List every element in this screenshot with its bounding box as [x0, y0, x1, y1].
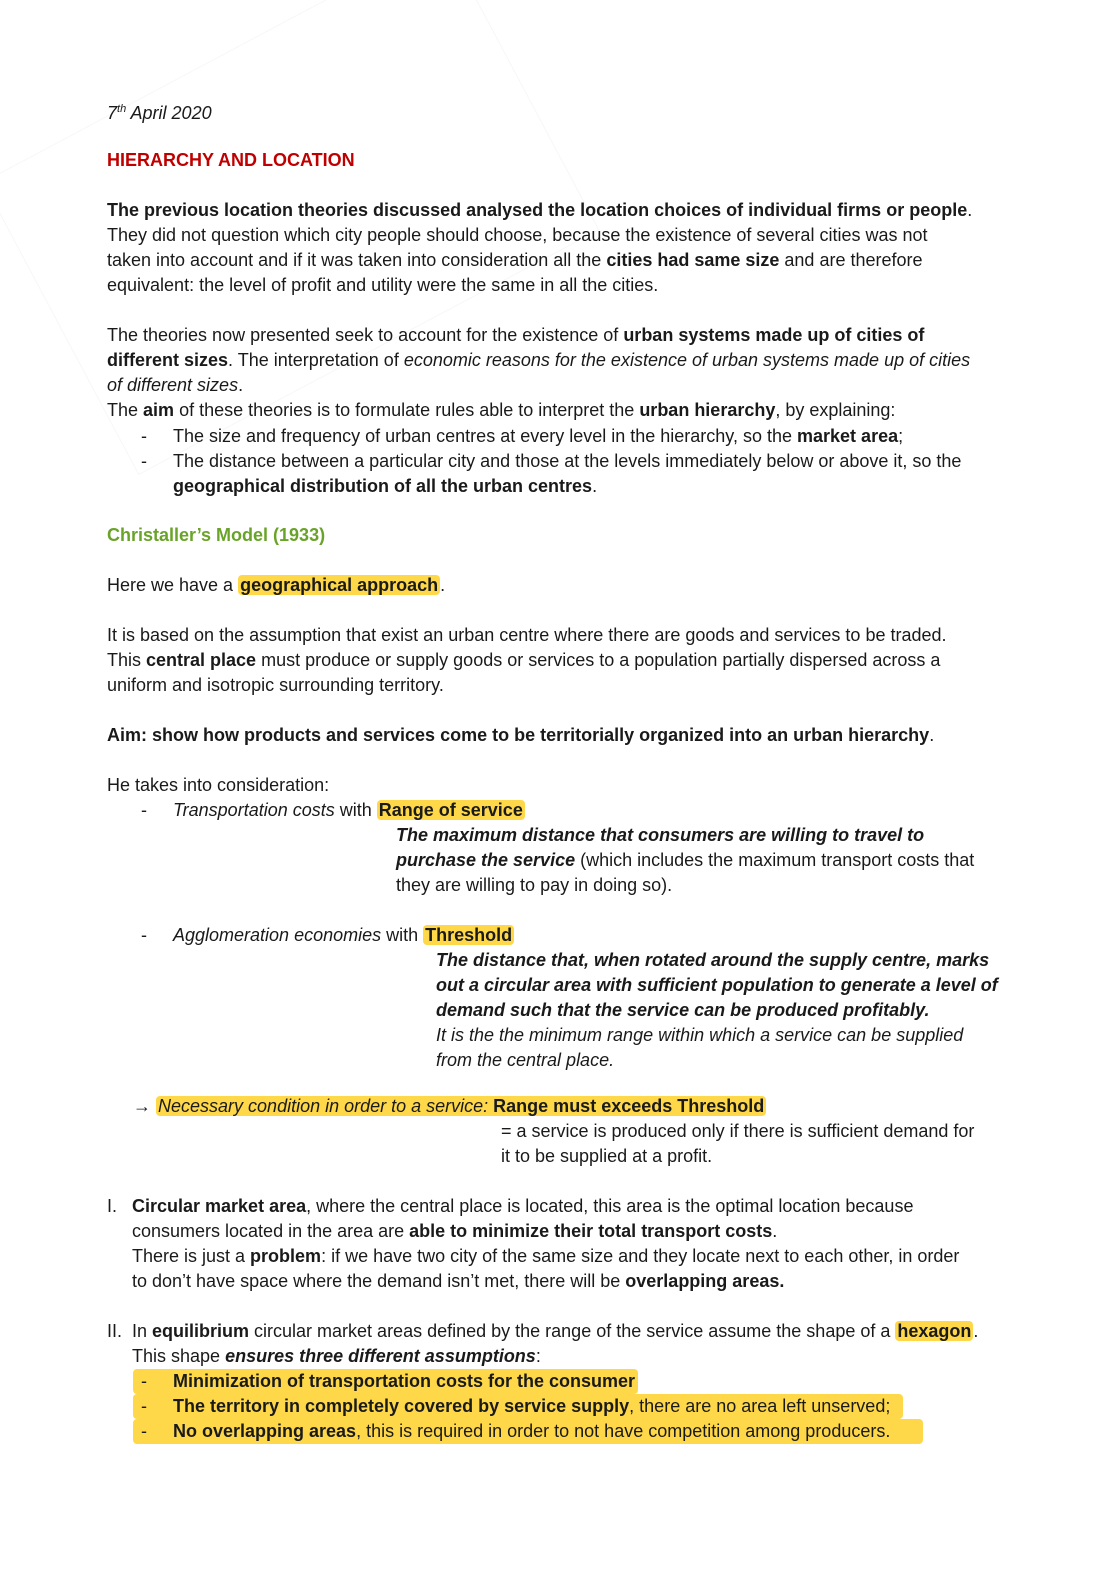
highlight-condition: Necessary condition in order to a service: Range must exceeds Threshold	[158, 1096, 765, 1116]
agglomeration-line: Agglomeration economies with Threshold	[173, 925, 513, 945]
p2-line-4: The aim of these theories is to formulate rules able to interpret the urban hierarchy, by explaining:	[107, 400, 896, 420]
range-def-1: The maximum distance that consumers are willing to travel to	[396, 825, 925, 845]
condition-line	[133, 1094, 766, 1119]
r2-line-2: This shape ensures three different assumptions:	[132, 1346, 541, 1366]
p2-line-1: The theories now presented seek to account for the existence of urban systems made up of cities of	[107, 325, 925, 345]
p1-line-4: equivalent: the level of profit and utility were the same in all the cities.	[107, 275, 659, 295]
assumption-1: Minimization of transportation costs for the consumer	[173, 1371, 636, 1391]
p1-line-3: taken into account and if it was taken into consideration all the cities had same size and are therefore	[107, 250, 923, 270]
r2-line-1: In equilibrium circular market areas defined by the range of the service assume the shape of a hexagon .	[132, 1321, 979, 1341]
r1-line-4: to don’t have space where the demand isn’t met, there will be overlapping areas.	[132, 1271, 785, 1291]
date: 7th April 2020	[107, 103, 212, 123]
bullet-dash: -	[141, 451, 147, 471]
page-title: HIERARCHY AND LOCATION	[107, 150, 355, 170]
assumption-3: No overlapping areas, this is required in order to not have competition among producers.	[173, 1421, 891, 1441]
roman-numeral-1: I.	[107, 1196, 118, 1216]
condition-eq-1: = a service is produced only if there is sufficient demand for	[501, 1121, 975, 1141]
r1-line-3: There is just a problem: if we have two city of the same size and they locate next to each other, in order	[132, 1246, 960, 1266]
approach-line: Here we have a geographical approach .	[107, 575, 446, 595]
p3-line-2: This central place must produce or supply goods or services to a population partially dispersed across a	[107, 650, 941, 670]
aim-line: Aim: show how products and services come to be territorially organized into an urban hierarchy.	[107, 725, 935, 745]
arrow-icon: →	[133, 1096, 151, 1116]
bullet-market-area: The size and frequency of urban centres at every level in the hierarchy, so the market area;	[173, 426, 904, 446]
consider-line: He takes into consideration:	[107, 775, 330, 795]
assumption-2: The territory in completely covered by service supply, there are no area left unserved;	[173, 1396, 891, 1416]
p3-line-3: uniform and isotropic surrounding territory.	[107, 675, 444, 695]
bullet-dash: -	[141, 1371, 147, 1391]
p2-line-2: different sizes. The interpretation of economic reasons for the existence of urban systems made up of cities	[107, 350, 971, 370]
bullet-distance: The distance between a particular city and those at the levels immediately below or above it, so the	[173, 451, 962, 471]
p1-line-1: The previous location theories discussed analysed the location choices of individual firms or people.	[107, 200, 973, 220]
transport-costs-line: Transportation costs with Range of service	[173, 800, 523, 820]
p1-line-2: They did not question which city people should choose, because the existence of several cities was not	[107, 225, 928, 245]
p3-line-1: It is based on the assumption that exist an urban centre where there are goods and services to be traded.	[107, 625, 947, 645]
bullet-dash: -	[141, 1396, 147, 1416]
roman-numeral-2: II.	[107, 1321, 123, 1341]
bullet-dash: -	[141, 925, 147, 945]
bullet-dash: -	[141, 800, 147, 820]
threshold-def-5: from the central place.	[436, 1050, 615, 1070]
threshold-def-1: The distance that, when rotated around the supply centre, marks	[436, 950, 990, 970]
bullet-distance-cont: geographical distribution of all the urban centres.	[173, 476, 598, 496]
highlight-hexagon: hexagon	[897, 1321, 972, 1341]
section-heading-christaller: Christaller’s Model (1933)	[107, 525, 326, 545]
r1-line-1: Circular market area, where the central place is located, this area is the optimal location because	[132, 1196, 914, 1216]
threshold-def-4: It is the the minimum range within which a service can be supplied	[436, 1025, 964, 1045]
threshold-def-3: demand such that the service can be produced profitably.	[436, 1000, 930, 1020]
highlight-range-of-service: Range of service	[378, 800, 523, 820]
range-def-2: purchase the service (which includes the maximum transport costs that	[396, 850, 975, 870]
threshold-def-2: out a circular area with sufficient population to generate a level of	[436, 975, 998, 995]
range-def-3: they are willing to pay in doing so).	[396, 875, 673, 895]
condition-eq-2: it to be supplied at a profit.	[501, 1146, 713, 1166]
highlight-threshold: Threshold	[425, 925, 513, 945]
p2-line-3: of different sizes.	[107, 375, 244, 395]
r1-line-2: consumers located in the area are able to minimize their total transport costs.	[132, 1221, 778, 1241]
bullet-dash: -	[141, 426, 147, 446]
bullet-dash: -	[141, 1421, 147, 1441]
highlight-geographical-approach: geographical approach	[240, 575, 439, 595]
